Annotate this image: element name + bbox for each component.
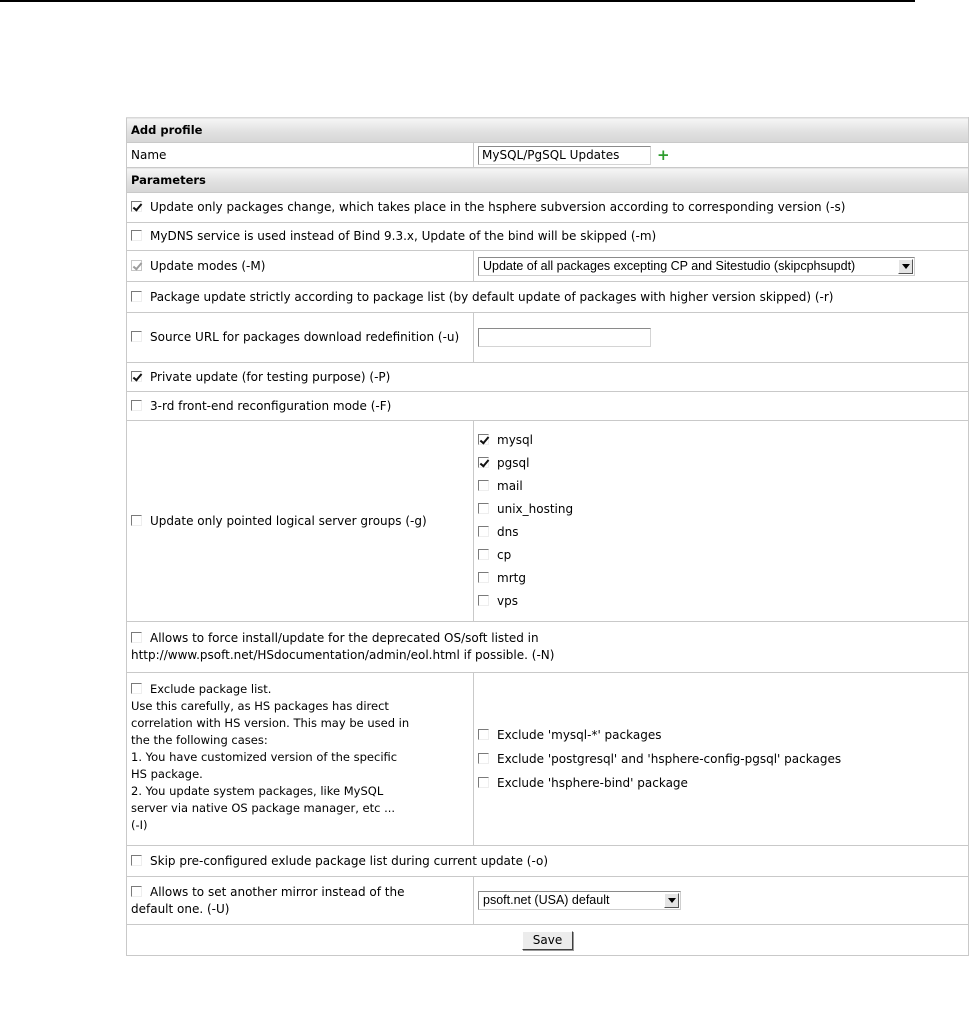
option-row-N <box>127 622 969 673</box>
save-row <box>127 925 969 956</box>
exclude-mysql-checkbox[interactable] <box>478 729 489 740</box>
name-input[interactable]: MySQL/PgSQL Updates <box>478 146 651 165</box>
group-vps-checkbox[interactable] <box>478 595 489 606</box>
option-row-F <box>127 392 969 421</box>
exclude-item-mysql <box>478 723 964 747</box>
opt-m-checkbox[interactable] <box>131 230 142 241</box>
opt-I-desc-line: the the following cases: <box>131 733 268 747</box>
group-pgsql-checkbox[interactable] <box>478 457 489 468</box>
group-item-unix-hosting <box>478 498 964 521</box>
group-item-mysql <box>478 429 964 452</box>
opt-s-checkbox[interactable] <box>131 201 142 212</box>
opt-o-checkbox[interactable] <box>131 855 142 866</box>
exclude-mysql-label: Exclude 'mysql-*' packages <box>497 728 662 742</box>
top-divider <box>0 0 915 2</box>
opt-u-label: Source URL for packages download redefinition (-u) <box>150 330 460 344</box>
opt-m-label: MyDNS service is used instead of Bind 9.3.x, Update of the bind will be skipped (-m) <box>150 229 657 243</box>
group-item-mail <box>478 475 964 498</box>
option-row-M <box>127 251 969 282</box>
save-button[interactable]: Save <box>522 931 573 950</box>
group-dns-label: dns <box>497 525 519 539</box>
opt-g-label: Update only pointed logical server groups (-g) <box>150 513 427 528</box>
add-profile-header <box>127 118 969 143</box>
option-row-P <box>127 363 969 392</box>
option-row-s <box>127 193 969 223</box>
group-item-vps <box>478 590 964 613</box>
name-label: Name <box>127 143 474 168</box>
group-unix-hosting-checkbox[interactable] <box>478 503 489 514</box>
name-row <box>127 143 969 168</box>
group-item-pgsql <box>478 452 964 475</box>
add-profile-form <box>126 117 969 956</box>
exclude-bind-label: Exclude 'hsphere-bind' package <box>497 776 688 790</box>
group-cp-checkbox[interactable] <box>478 549 489 560</box>
opt-M-label: Update modes (-M) <box>150 258 266 273</box>
option-row-g <box>127 421 969 622</box>
option-row-U <box>127 877 969 925</box>
opt-o-label: Skip pre-configured exlude package list during current update (-o) <box>150 853 549 868</box>
opt-M-checkbox <box>131 260 142 271</box>
parameters-header <box>127 168 969 193</box>
exclude-item-postgresql <box>478 747 964 771</box>
opt-I-desc-line: correlation with HS version. This may be used in <box>131 716 410 730</box>
opt-N-checkbox[interactable] <box>131 632 142 643</box>
group-item-cp <box>478 544 964 567</box>
group-item-dns <box>478 521 964 544</box>
group-mrtg-checkbox[interactable] <box>478 572 489 583</box>
option-row-I <box>127 673 969 846</box>
opt-I-label: Exclude package list. <box>150 682 272 696</box>
group-mrtg-label: mrtg <box>497 571 526 585</box>
group-item-mrtg <box>478 567 964 590</box>
group-mail-checkbox[interactable] <box>478 480 489 491</box>
exclude-item-bind <box>478 771 964 795</box>
opt-P-checkbox[interactable] <box>131 371 142 382</box>
opt-P-label: Private update (for testing purpose) (-P) <box>150 369 391 384</box>
exclude-list <box>478 723 964 795</box>
option-row-r <box>127 282 969 313</box>
update-modes-dropdown-icon[interactable] <box>898 259 913 274</box>
opt-r-label: Package update strictly according to package list (by default update of packages with higher version skipped) (-r) <box>150 289 834 304</box>
update-modes-selected: Update of all packages excepting CP and Sitestudio (skipcphsupdt) <box>483 258 856 273</box>
add-profile-title: Add profile <box>127 118 969 143</box>
option-row-o <box>127 846 969 877</box>
opt-I-desc-line: 2. You update system packages, like MySQL <box>131 784 384 798</box>
group-mail-label: mail <box>497 479 523 493</box>
group-mysql-checkbox[interactable] <box>478 434 489 445</box>
group-cp-label: cp <box>497 548 512 562</box>
opt-I-desc-line: (-I) <box>131 818 148 832</box>
option-row-m <box>127 223 969 251</box>
opt-I-checkbox[interactable] <box>131 683 142 694</box>
opt-I-desc-line: Use this carefully, as HS packages has direct <box>131 699 389 713</box>
opt-I-desc-line: HS package. <box>131 767 203 781</box>
mirror-selected: psoft.net (USA) default <box>483 893 610 907</box>
opt-u-checkbox[interactable] <box>131 331 142 342</box>
opt-U-checkbox[interactable] <box>131 886 142 897</box>
opt-I-desc-line: 1. You have customized version of the specific <box>131 750 398 764</box>
opt-F-checkbox[interactable] <box>131 400 142 411</box>
opt-N-url: http://www.psoft.net/HSdocumentation/admin/eol.html if possible. (-N) <box>131 648 555 662</box>
opt-g-checkbox[interactable] <box>131 515 142 526</box>
mirror-dropdown-icon[interactable] <box>664 893 679 908</box>
opt-s-label: Update only packages change, which takes place in the hsphere subversion according to corresponding version (-s) <box>150 200 846 214</box>
opt-F-label: 3-rd front-end reconfiguration mode (-F) <box>150 398 392 413</box>
exclude-bind-checkbox[interactable] <box>478 777 489 788</box>
source-url-input[interactable] <box>478 328 651 347</box>
exclude-postgresql-checkbox[interactable] <box>478 753 489 764</box>
update-modes-select[interactable] <box>478 257 915 276</box>
group-unix-hosting-label: unix_hosting <box>497 502 574 516</box>
group-dns-checkbox[interactable] <box>478 526 489 537</box>
group-vps-label: vps <box>497 594 518 608</box>
mirror-select[interactable] <box>478 891 681 910</box>
exclude-postgresql-label: Exclude 'postgresql' and 'hsphere-config-pgsql' packages <box>497 752 842 766</box>
server-group-list <box>478 429 964 613</box>
opt-r-checkbox[interactable] <box>131 291 142 302</box>
parameters-title: Parameters <box>127 168 969 193</box>
option-row-u <box>127 313 969 363</box>
opt-I-desc-line: server via native OS package manager, etc ... <box>131 801 396 815</box>
group-mysql-label: mysql <box>497 433 533 447</box>
add-plus-icon[interactable]: + <box>657 145 670 164</box>
group-pgsql-label: pgsql <box>497 456 530 470</box>
opt-U-label-2: default one. (-U) <box>131 901 230 916</box>
opt-U-label: Allows to set another mirror instead of the <box>150 884 405 899</box>
opt-N-label: Allows to force install/update for the deprecated OS/soft listed in <box>150 631 539 645</box>
